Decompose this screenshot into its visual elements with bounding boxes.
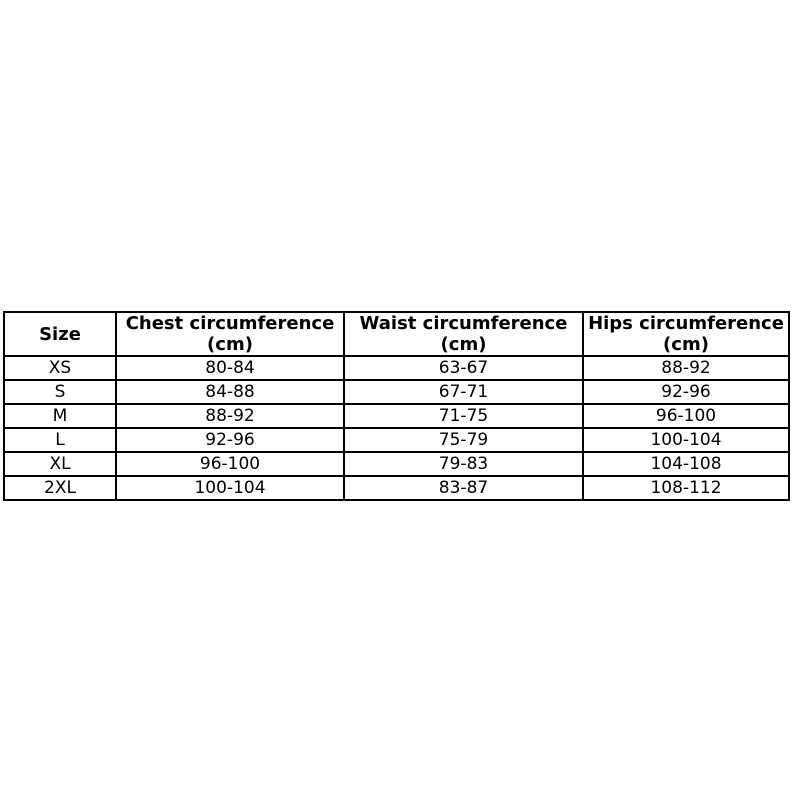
cell-size: L [4, 428, 116, 452]
cell-hips: 104-108 [583, 452, 789, 476]
table-row-2xl [4, 476, 789, 500]
cell-chest: 96-100 [116, 452, 344, 476]
size-chart-header [4, 312, 789, 356]
size-chart-table [3, 311, 790, 501]
table-row-xs [4, 356, 789, 380]
cell-waist: 63-67 [344, 356, 583, 380]
table-row-xl [4, 452, 789, 476]
cell-size: S [4, 380, 116, 404]
header-hips-line1: Hips circumference [588, 313, 784, 334]
cell-size: 2XL [4, 476, 116, 500]
cell-waist: 75-79 [344, 428, 583, 452]
header-hips-line2: (cm) [663, 334, 709, 356]
cell-chest: 84-88 [116, 380, 344, 404]
cell-waist: 83-87 [344, 476, 583, 500]
cell-size: XL [4, 452, 116, 476]
table-row-l [4, 428, 789, 452]
cell-chest: 100-104 [116, 476, 344, 500]
header-waist [344, 312, 583, 356]
cell-waist: 67-71 [344, 380, 583, 404]
header-hips [583, 312, 789, 356]
table-row-m [4, 404, 789, 428]
cell-size: M [4, 404, 116, 428]
cell-chest: 92-96 [116, 428, 344, 452]
cell-chest: 80-84 [116, 356, 344, 380]
cell-hips: 100-104 [583, 428, 789, 452]
cell-hips: 108-112 [583, 476, 789, 500]
header-waist-line1: Waist circumference [359, 313, 568, 334]
header-row [4, 312, 789, 356]
cell-hips: 88-92 [583, 356, 789, 380]
size-chart-body [4, 356, 789, 500]
cell-hips: 92-96 [583, 380, 789, 404]
header-chest [116, 312, 344, 356]
header-chest-line1: Chest circumference [125, 313, 335, 334]
cell-waist: 79-83 [344, 452, 583, 476]
table-row-s [4, 380, 789, 404]
cell-size: XS [4, 356, 116, 380]
header-size-label: Size [39, 323, 81, 345]
header-size [4, 312, 116, 356]
cell-waist: 71-75 [344, 404, 583, 428]
cell-hips: 96-100 [583, 404, 789, 428]
cell-chest: 88-92 [116, 404, 344, 428]
header-waist-line2: (cm) [440, 334, 487, 356]
header-chest-line2: (cm) [207, 334, 253, 356]
